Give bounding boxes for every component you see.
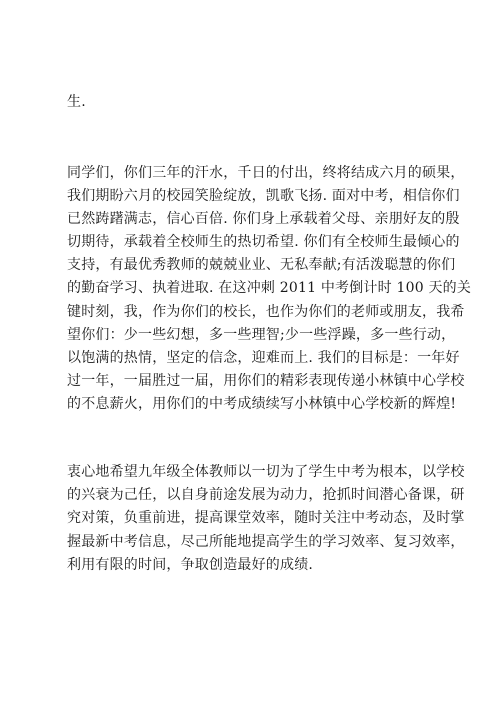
text-line: 支持，有最优秀教师的兢兢业业、无私奉献;有活泼聪慧的你们	[67, 257, 456, 273]
text-line: 以饱满的热情，坚定的信念，迎难而上. 我们的目标是：一年好	[67, 350, 460, 366]
text-line: 握最新中考信息，尽己所能地提高学生的学习效率、复习效率，	[67, 534, 465, 550]
text-line: 切期待，承载着全校师生的热切希望. 你们有全校师生最倾心的	[67, 234, 460, 250]
text-line: 我们期盼六月的校园笑脸绽放，凯歌飞扬. 面对中考，相信你们	[67, 188, 460, 204]
text-line: 衷心地希望九年级全体教师以一切为了学生中考为根本，以学校	[67, 464, 465, 480]
text-line: 已然踌躇满志，信心百倍. 你们身上承载着父母、亲朋好友的殷	[67, 211, 460, 227]
text-line: 的兴衰为己任，以自身前途发展为动力，抢抓时间潜心备课，研	[67, 487, 465, 503]
text-line: 的不息薪火，用你们的中考成绩续写小林镇中心学校新的辉煌!	[67, 396, 457, 412]
text-line: 利用有限的时间，争取创造最好的成绩.	[67, 557, 314, 573]
text-line: 生.	[67, 94, 86, 110]
text-line: 望你们：少一些幻想，多一些理智;少一些浮躁，多一些行动，	[67, 327, 456, 343]
text-line: 的勤奋学习、执着进取. 在这冲刺 2011 中考倒计时 100 天的关	[67, 280, 472, 296]
text-line: 键时刻，我，作为你们的校长，也作为你们的老师或朋友，我希	[67, 304, 465, 320]
text-line: 同学们，你们三年的汗水，千日的付出，终将结成六月的硕果，	[67, 165, 465, 181]
text-line: 过一年，一届胜过一届，用你们的精彩表现传递小林镇中心学校	[67, 373, 465, 389]
text-line: 究对策，负重前进，提高课堂效率，随时关注中考动态，及时掌	[67, 510, 465, 526]
